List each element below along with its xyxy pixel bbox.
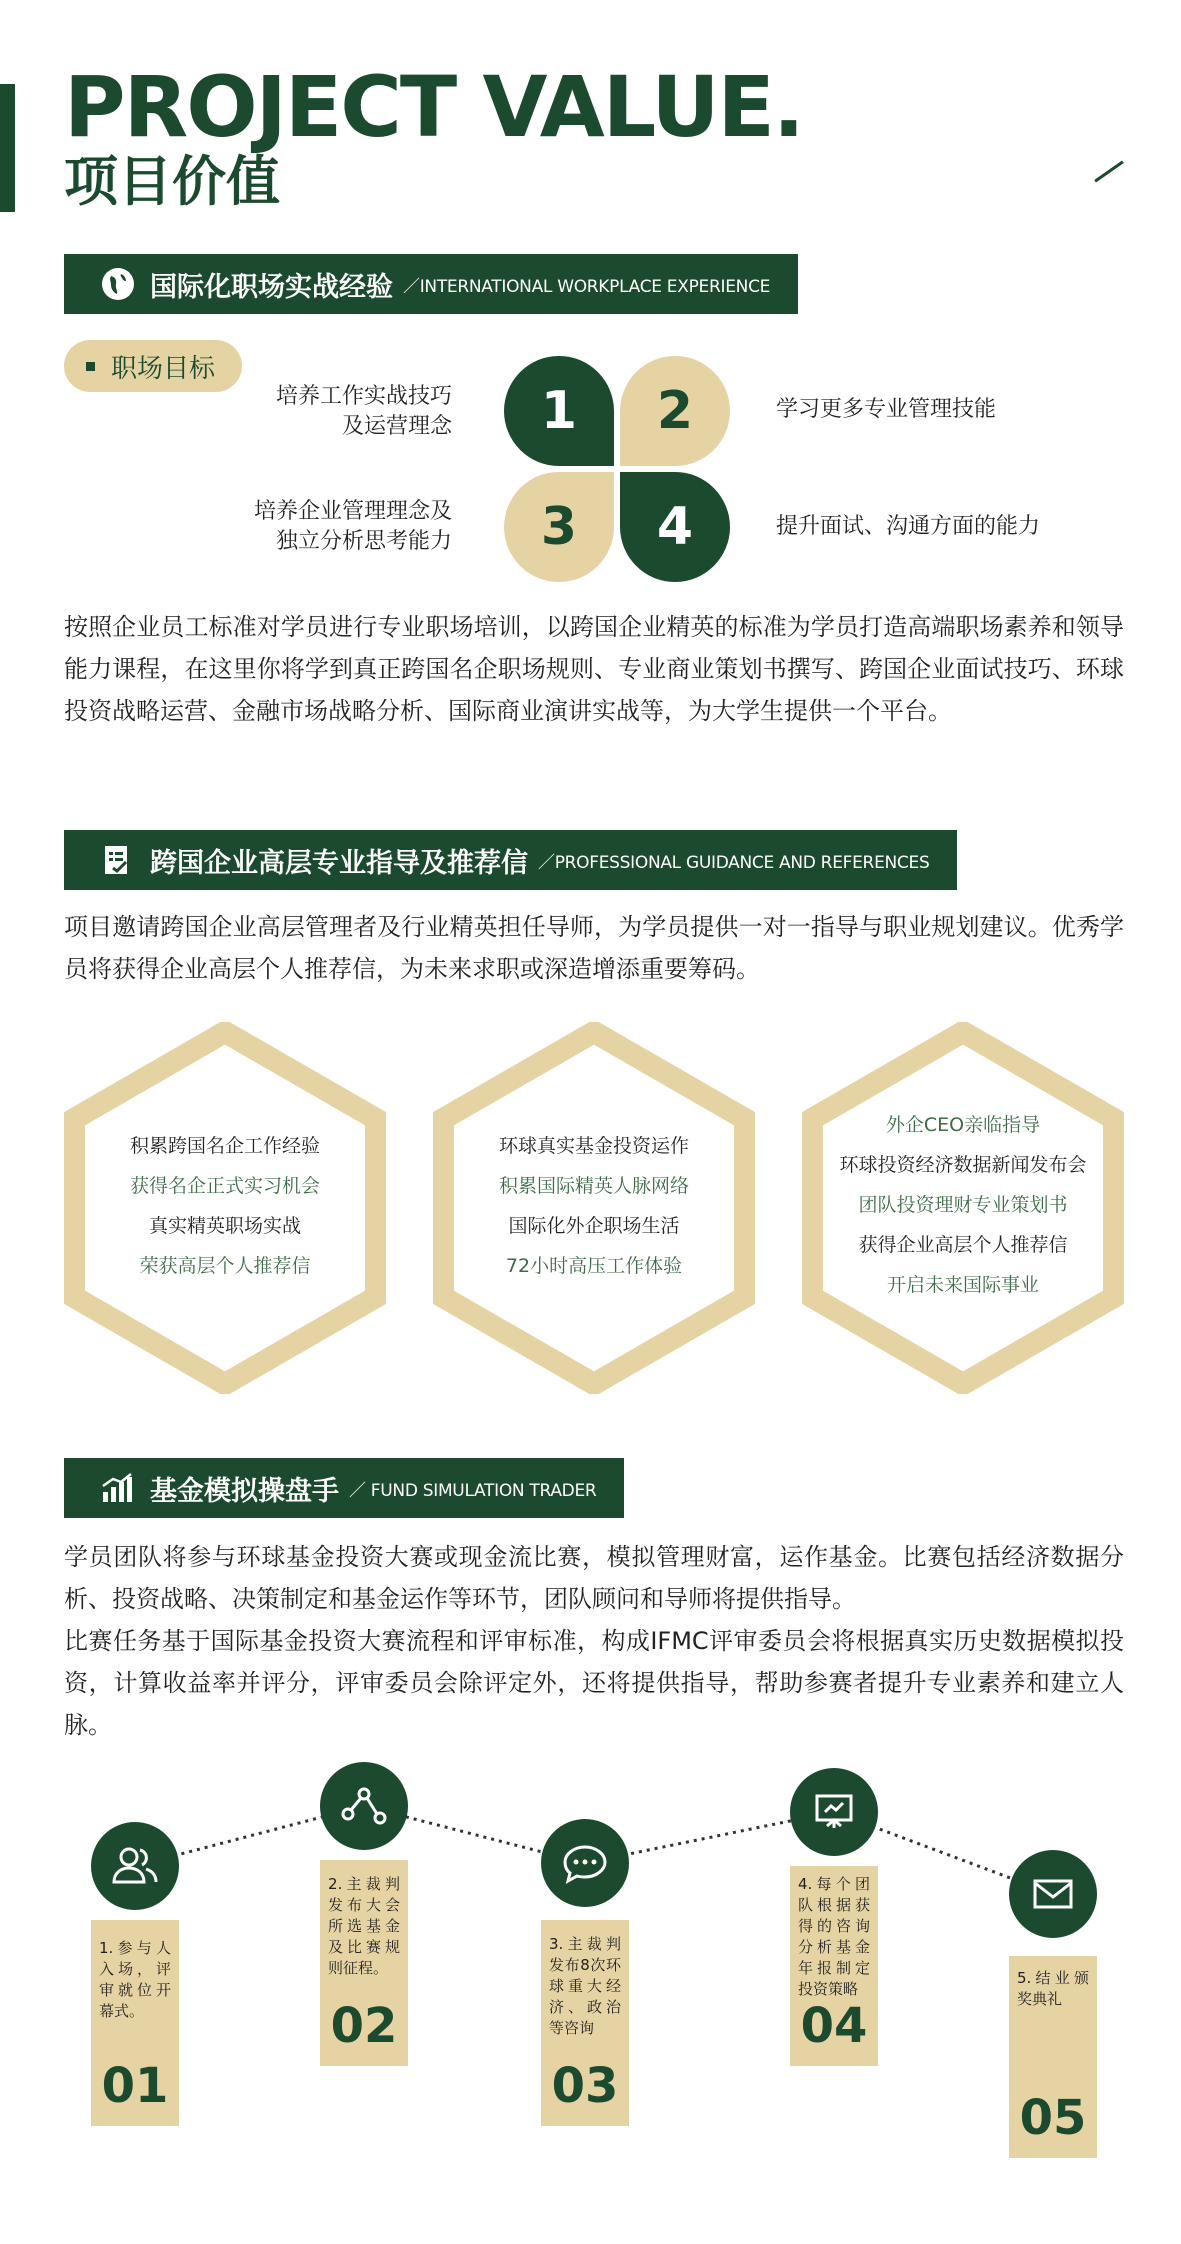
section-header-workplace — [64, 254, 798, 314]
document-check-icon — [100, 842, 136, 878]
timeline-number-5: 05 — [1019, 2090, 1087, 2146]
goal-pill-label: 职场目标 — [111, 353, 216, 384]
timeline-text-5: 5.结业颁奖典礼 — [1017, 1969, 1089, 2008]
section-title-en: ／ FUND SIMULATION TRADER — [349, 1480, 597, 1501]
bar-chart-icon — [100, 1470, 136, 1506]
section-title-cn: 基金模拟操盘手 — [150, 1475, 339, 1507]
timeline-card-3 — [541, 1920, 629, 2126]
section-title-en: ／PROFESSIONAL GUIDANCE AND REFERENCES — [538, 852, 930, 873]
goal-text-1-line2: 及运营理念 — [341, 414, 452, 439]
accent-bar — [0, 84, 15, 212]
goal-text-1-line1: 培养工作实战技巧 — [275, 384, 452, 409]
hex-item: 72小时高压工作体验 — [505, 1255, 683, 1277]
hex-item: 积累跨国名企工作经验 — [129, 1135, 320, 1157]
hexagon-card-2 — [433, 1022, 755, 1394]
bullet-icon — [86, 362, 95, 371]
hex-item: 获得名企正式实习机会 — [129, 1175, 320, 1197]
timeline-text-1: 1.参与人入场，评审就位开幕式。 — [99, 1939, 171, 2020]
section-title-cn: 跨国企业高层专业指导及推荐信 — [150, 847, 528, 879]
hex-item: 团队投资理财专业策划书 — [858, 1194, 1068, 1216]
timeline-text-3: 3.主裁判发布8次环球重大经济、政治等咨询 — [549, 1935, 621, 2037]
hex-item: 开启未来国际事业 — [886, 1274, 1039, 1296]
hex-item: 获得企业高层个人推荐信 — [858, 1234, 1068, 1256]
goal-text-2: 学习更多专业管理技能 — [776, 397, 997, 422]
timeline-text-4: 4.每个团队根据获得的咨询分析基金年报制定投资策略 — [798, 1875, 870, 1998]
goal-text-3 — [212, 497, 452, 557]
goal-text-3-line1: 培养企业管理理念及 — [253, 499, 452, 524]
goal-number-3: 3 — [504, 472, 614, 582]
hexagon-card-1 — [64, 1022, 386, 1394]
timeline-card-1 — [91, 1920, 179, 2126]
timeline-number-3: 03 — [551, 2058, 619, 2114]
presentation-icon — [790, 1768, 878, 1856]
slash-decoration — [1094, 161, 1124, 183]
goal-text-1 — [212, 382, 452, 442]
timeline-card-4 — [790, 1866, 878, 2066]
hex-item: 环球投资经济数据新闻发布会 — [839, 1154, 1087, 1176]
hex-item: 荣获高层个人推荐信 — [139, 1255, 311, 1277]
goal-number-4: 4 — [620, 472, 730, 582]
timeline-number-2: 02 — [330, 1998, 398, 2054]
section-title-cn: 国际化职场实战经验 — [150, 271, 393, 303]
hex-item: 国际化外企职场生活 — [508, 1215, 680, 1237]
mail-icon — [1009, 1850, 1097, 1938]
fund-description-1: 学员团队将参与环球基金投资大赛或现金流比赛，模拟管理财富，运作基金。比赛包括经济数据分析、投资战略、决策制定和基金运作等环节，团队顾问和导师将提供指导。 — [64, 1543, 1124, 1613]
timeline-text-2: 2.主裁判发布大会所选基金及比赛规则征程。 — [328, 1875, 400, 1977]
page-subtitle: 项目价值 — [64, 150, 280, 213]
guidance-description: 项目邀请跨国企业高层管理者及行业精英担任导师，为学员提供一对一指导与职业规划建议。优秀学员将获得企业高层个人推荐信，为未来求职或深造增添重要筹码。 — [64, 913, 1124, 983]
hex-item: 环球真实基金投资运作 — [498, 1135, 689, 1157]
users-icon — [91, 1822, 179, 1910]
page-title: PROJECT VALUE. — [64, 58, 803, 156]
hex-item: 积累国际精英人脉网络 — [498, 1175, 689, 1197]
goal-number-2: 2 — [620, 356, 730, 466]
timeline-number-1: 01 — [101, 2058, 169, 2114]
hexagon-card-3 — [802, 1022, 1124, 1394]
network-icon — [320, 1762, 408, 1850]
chat-icon — [541, 1819, 629, 1907]
hex-item: 真实精英职场实战 — [148, 1215, 301, 1237]
globe-icon — [100, 266, 136, 302]
fund-description-2: 比赛任务基于国际基金投资大赛流程和评审标准，构成IFMC评审委员会将根据真实历史数据模拟投资，计算收益率并评分，评审委员会除评定外，还将提供指导，帮助参赛者提升专业素养和建立人脉。 — [64, 1627, 1124, 1739]
timeline-card-2 — [320, 1860, 408, 2066]
timeline-card-5 — [1009, 1956, 1097, 2158]
goal-number-1: 1 — [504, 356, 614, 466]
section-header-guidance — [64, 830, 957, 890]
workplace-description: 按照企业员工标准对学员进行专业职场培训，以跨国企业精英的标准为学员打造高端职场素养和领导能力课程，在这里你将学到真正跨国名企职场规则、专业商业策划书撰写、跨国企业面试技巧、环球投资战略运营、金融市场战略分析、国际商业演讲实战等，为大学生提供一个平台。 — [64, 613, 1124, 725]
section-header-fund — [64, 1458, 624, 1518]
goal-text-3-line2: 独立分析思考能力 — [275, 529, 452, 554]
hex-item: 外企CEO亲临指导 — [885, 1114, 1041, 1136]
timeline-number-4: 04 — [800, 1998, 868, 2054]
goal-text-4: 提升面试、沟通方面的能力 — [776, 514, 1041, 539]
section-title-en: ／INTERNATIONAL WORKPLACE EXPERIENCE — [403, 276, 771, 297]
